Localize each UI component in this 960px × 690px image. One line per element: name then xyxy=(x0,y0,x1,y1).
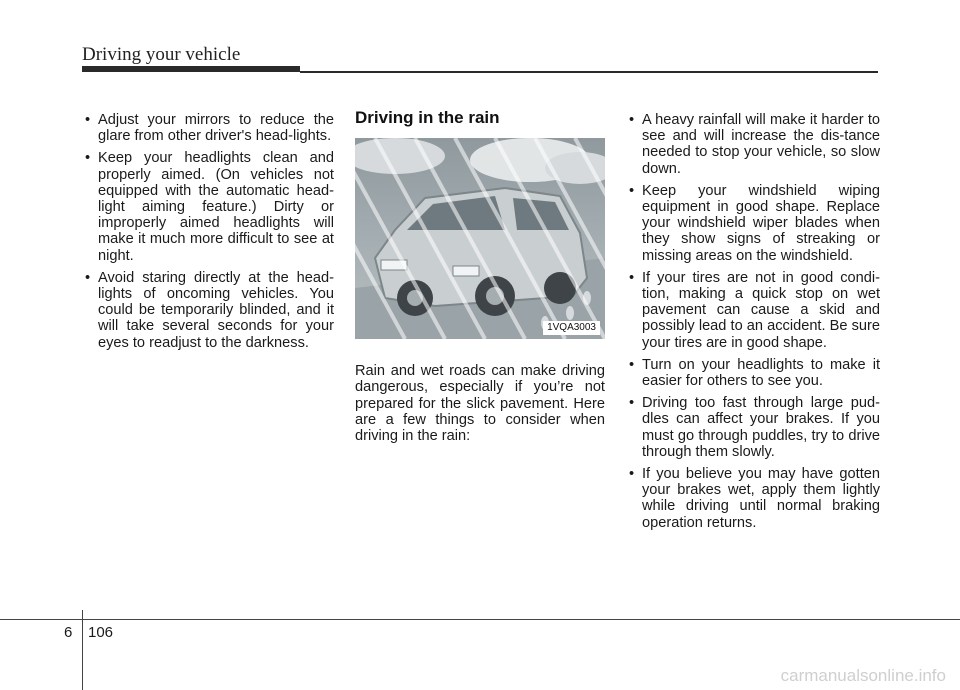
chapter-number: 6 xyxy=(64,624,73,641)
car-in-rain-graphic xyxy=(355,138,605,339)
footer-divider xyxy=(82,610,83,690)
list-item: • Driving too fast through large pud-dles can affect your brakes. If you must go through puddles, try to drive through them slowly. xyxy=(626,395,880,460)
watermark: carmanualsonline.info xyxy=(780,666,946,685)
list-item: • Adjust your mirrors to reduce the glare from other driver's head-lights. xyxy=(82,112,334,144)
middle-column xyxy=(355,110,605,459)
header-rule-thin xyxy=(300,71,878,73)
section-heading: Driving in the rain xyxy=(355,108,500,127)
section-title: Driving your vehicle xyxy=(82,44,241,65)
figure-code: 1VQA3003 xyxy=(543,321,600,335)
right-column xyxy=(626,112,880,537)
page-number: 106 xyxy=(88,624,114,641)
list-item: • Turn on your headlights to make it easier for others to see you. xyxy=(626,357,880,389)
headlight-tips-list xyxy=(82,112,334,351)
rain-car-illustration xyxy=(355,138,605,339)
list-item: • Avoid staring directly at the head-lights of oncoming vehicles. You could be temporarily blinded, and it will take several seconds for your eyes to readjust to the darkness. xyxy=(82,270,334,351)
list-item: • A heavy rainfall will make it harder to see and will increase the dis-tance needed to stop your vehicle, so slow down. xyxy=(626,112,880,177)
rain-tips-list xyxy=(626,112,880,531)
list-item: • If your tires are not in good condi-tion, making a quick stop on wet pavement can cause a skid and possibly lead to an accident. Be sure your tires are in good shape. xyxy=(626,270,880,351)
list-item: • Keep your headlights clean and properly aimed. (On vehicles not equipped with the automatic head-light aiming feature.) Dirty or improperly aimed headlights will make it much more difficult to see at night. xyxy=(82,150,334,263)
list-item: • If you believe you may have gotten your brakes wet, apply them lightly while driving until normal braking operation returns. xyxy=(626,466,880,531)
rain-intro-paragraph: Rain and wet roads can make driving dangerous, especially if you’re not prepared for the slick pavement. Here are a few things to consider when driving in the rain: xyxy=(355,363,605,445)
header-rule-thick xyxy=(82,66,300,72)
left-column xyxy=(82,112,334,357)
footer-rule xyxy=(0,619,960,620)
list-item: • Keep your windshield wiping equipment in good shape. Replace your windshield wiper blades when they show signs of streaking or missing areas on the windshield. xyxy=(626,183,880,264)
